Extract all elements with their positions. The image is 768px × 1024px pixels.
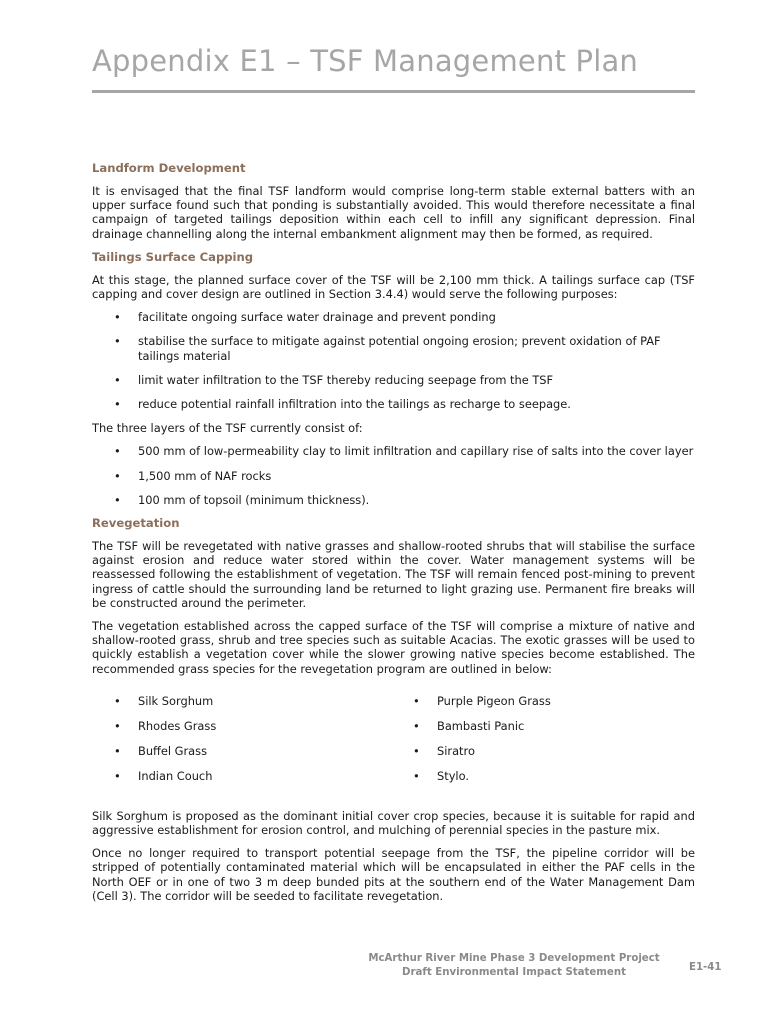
page-title: Appendix E1 – TSF Management Plan bbox=[92, 44, 639, 78]
list-item: • 500 mm of low-permeability clay to limit infiltration and capillary rise of salts into the cover layer bbox=[92, 444, 695, 458]
revegetation-paragraph-1: The TSF will be revegetated with native grasses and shallow-rooted shrubs that will stabilise the surface against erosion and reduce water stored within the cover. Water management systems will be reassessed following the establishment of vegetation. The TSF will remain fenced post-mining to prevent ingress of cattle should the surrounding land be returned to light grazing use. Permanent fire breaks will be constructed around the perimeter. bbox=[92, 539, 695, 610]
list-item: • 1,500 mm of NAF rocks bbox=[92, 469, 695, 483]
list-item: • Purple Pigeon Grass bbox=[391, 694, 690, 708]
section-heading-capping: Tailings Surface Capping bbox=[92, 249, 254, 264]
revegetation-paragraph-2: The vegetation established across the capped surface of the TSF will comprise a mixture of native and shallow-rooted grass, shrub and tree species such as suitable Acacias. The exotic grasses will be used to quickly establish a vegetation cover while the slower growing native species become established. The recommended grass species for the revegetation program are outlined in below: bbox=[92, 619, 695, 676]
list-item: • Buffel Grass bbox=[92, 744, 391, 758]
list-item: • Bambasti Panic bbox=[391, 719, 690, 733]
list-item: • limit water infiltration to the TSF thereby reducing seepage from the TSF bbox=[92, 373, 695, 387]
capping-paragraph: At this stage, the planned surface cover of the TSF will be 2,100 mm thick. A tailings surface cap (TSF capping and cover design are outlined in Section 3.4.4) would serve the following purposes: bbox=[92, 272, 695, 302]
revegetation-paragraph-4: Once no longer required to transport potential seepage from the TSF, the pipeline corridor will be stripped of potentially contaminated material which will be encapsulated in either the PAF cells in the North OEF or in one of two 3 m deep bunded pits at the southern end of the Water Management Dam (Cell 3). The corridor will be seeded to facilitate revegetation. bbox=[92, 846, 695, 903]
landform-paragraph: It is envisaged that the final TSF landform would comprise long-term stable external batters with an upper surface found such that ponding is substantially avoided. This would therefore necessitate a final campaign of targeted tailings deposition within each cell to infill any significant depression. Final drainage channelling along the internal embankment alignment may then be formed, as required. bbox=[92, 184, 695, 241]
grass-species-columns bbox=[92, 694, 695, 795]
revegetation-paragraph-3: Silk Sorghum is proposed as the dominant initial cover crop species, because it is suitable for rapid and aggressive establishment for erosion control, and mulching of perennial species in the pasture mix. bbox=[92, 808, 695, 837]
grass-species-list-left bbox=[92, 694, 391, 795]
grass-species-list-right bbox=[391, 694, 690, 795]
list-item: • Siratro bbox=[391, 744, 690, 758]
capping-layers-list bbox=[92, 444, 695, 507]
list-item: • 100 mm of topsoil (minimum thickness). bbox=[92, 493, 695, 507]
list-item: • Silk Sorghum bbox=[92, 694, 391, 708]
list-item: • stabilise the surface to mitigate against potential ongoing erosion; prevent oxidation of PAF tailings material bbox=[92, 334, 695, 362]
section-heading-revegetation: Revegetation bbox=[92, 516, 180, 531]
list-item: • Indian Couch bbox=[92, 769, 391, 783]
footer-document-name: Draft Environmental Impact Statement bbox=[402, 966, 626, 978]
page-number: E1-41 bbox=[689, 962, 722, 973]
list-item: • facilitate ongoing surface water drainage and prevent ponding bbox=[92, 310, 695, 324]
footer-project-name: McArthur River Mine Phase 3 Development Project bbox=[368, 953, 660, 964]
list-item: • Rhodes Grass bbox=[92, 719, 391, 733]
section-heading-landform: Landform Development bbox=[92, 161, 246, 175]
list-item: • reduce potential rainfall infiltration into the tailings as recharge to seepage. bbox=[92, 397, 695, 411]
footer-document-info bbox=[360, 952, 668, 979]
title-divider bbox=[92, 90, 695, 93]
capping-purposes-list bbox=[92, 310, 695, 411]
layers-intro: The three layers of the TSF currently consist of: bbox=[92, 421, 363, 436]
document-body bbox=[92, 161, 695, 912]
list-item: • Stylo. bbox=[391, 769, 690, 783]
